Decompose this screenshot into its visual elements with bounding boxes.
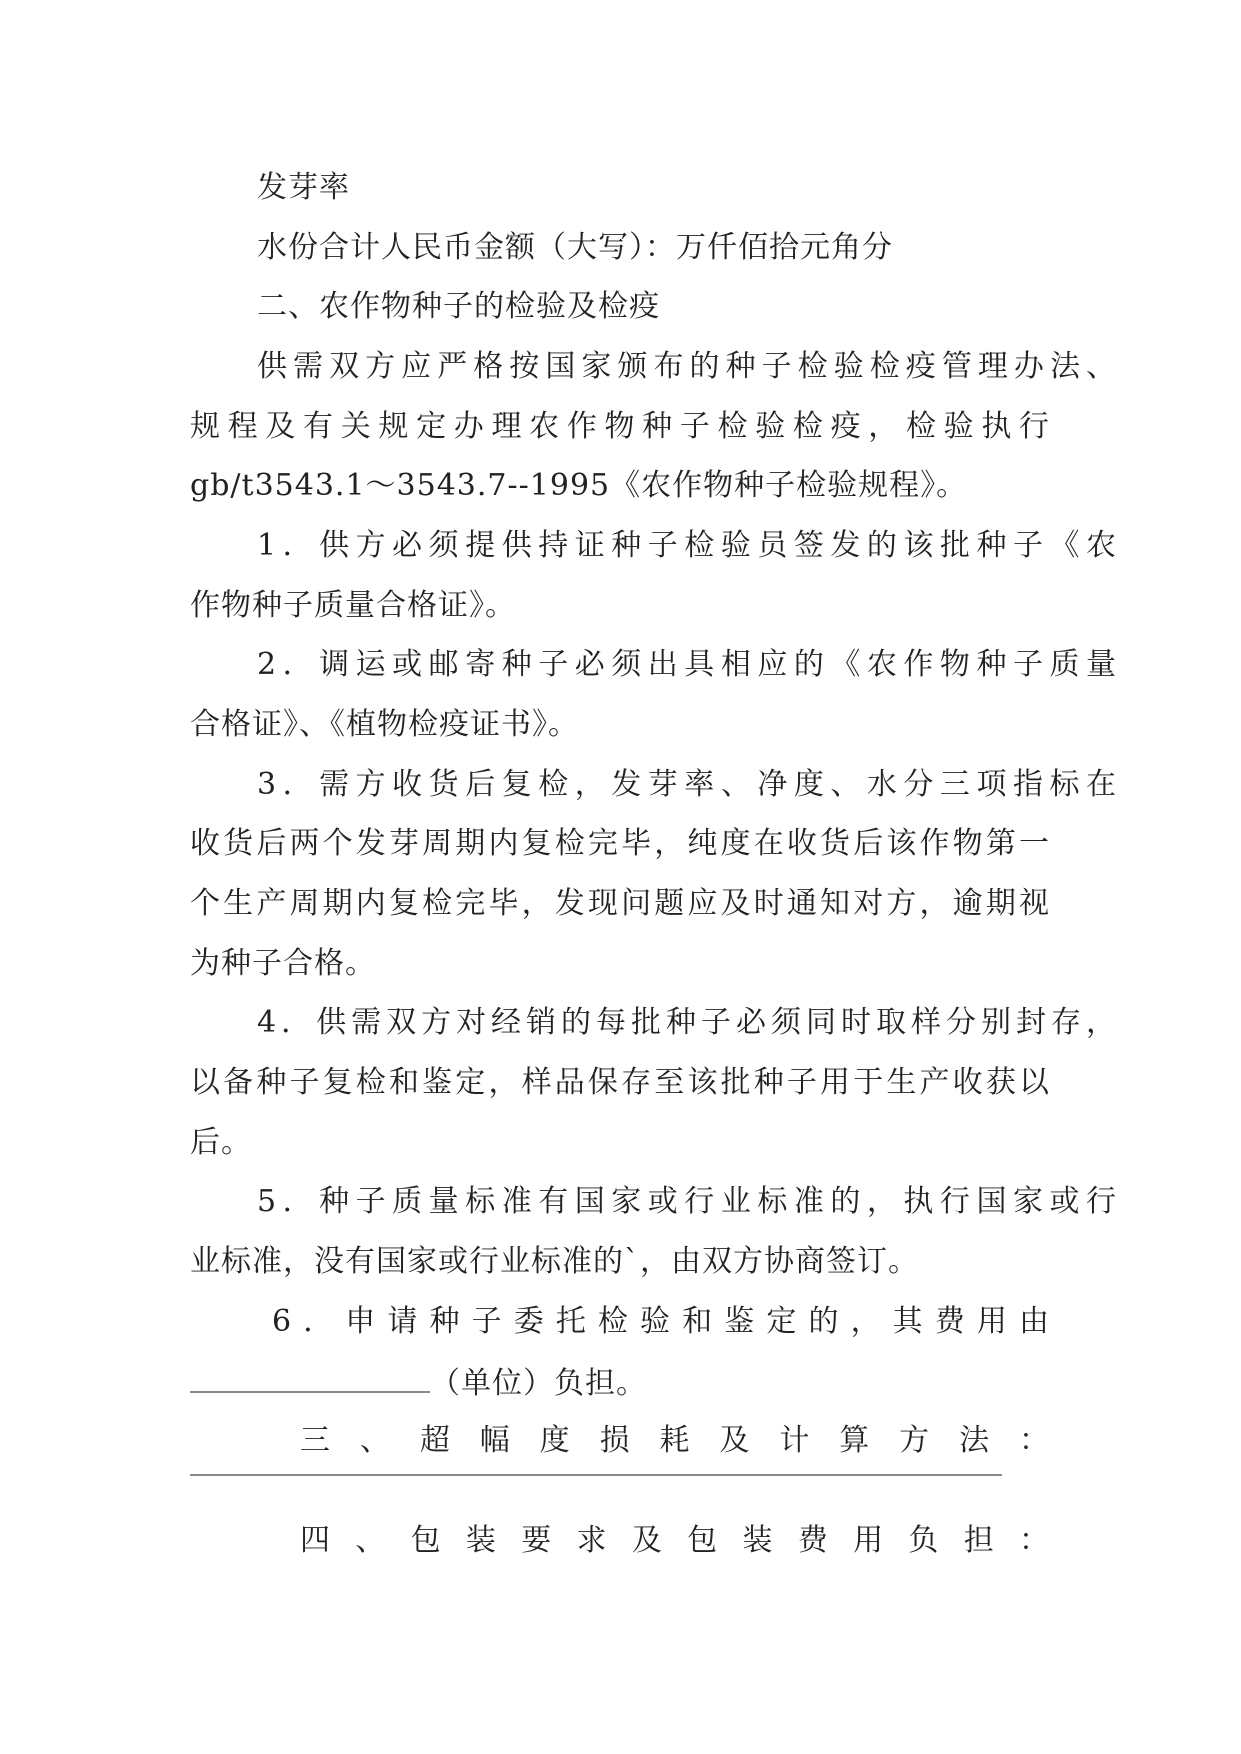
section-heading-packaging: 四、包装要求及包装费用负担： [300, 1523, 1050, 1558]
clause-4-line: 4．供需双方对经销的每批种子必须同时取样分别封存， [257, 1005, 1117, 1040]
clause-3-line: 收货后两个发芽周期内复检完毕，纯度在收货后该作物第一 [190, 826, 1050, 861]
blank-underline-loss [190, 1474, 1002, 1476]
clause-3-line: 个生产周期内复检完毕，发现问题应及时通知对方，逾期视 [190, 886, 1050, 921]
blank-underline-unit [190, 1361, 430, 1393]
clause-6-line [190, 1361, 1050, 1401]
clause-6-line: 6．申请种子委托检验和鉴定的，其费用由 [272, 1304, 1050, 1339]
clause-5-line: 5．种子质量标准有国家或行业标准的，执行国家或行 [257, 1184, 1117, 1219]
clause-1-line: 1．供方必须提供持证种子检验员签发的该批种子《农 [257, 528, 1117, 563]
paragraph-line: 规程及有关规定办理农作物种子检验检疫，检验执行 [190, 409, 1050, 444]
text-line-moisture-amount: 水份合计人民币金额（大写）：万仟佰拾元角分 [257, 230, 893, 265]
section-heading-inspection: 二、农作物种子的检验及检疫 [257, 289, 660, 324]
clause-2-line: 2．调运或邮寄种子必须出具相应的《农作物种子质量 [257, 647, 1117, 682]
clause-4-line: 以备种子复检和鉴定，样品保存至该批种子用于生产收获以 [190, 1065, 1050, 1100]
section-heading-loss: 三、超幅度损耗及计算方法： [300, 1423, 1050, 1458]
clause-3-line: 为种子合格。 [190, 946, 376, 981]
clause-2-line: 合格证》、《植物检疫证书》。 [190, 707, 579, 742]
clause-3-line: 3．需方收货后复检，发芽率、净度、水分三项指标在 [257, 767, 1117, 802]
clause-4-line: 后。 [190, 1125, 252, 1160]
unit-responsibility-text: （单位）负担。 [430, 1366, 647, 1401]
paragraph-line: gb/t3543.1～3543.7--1995《农作物种子检验规程》。 [190, 468, 968, 503]
text-line-germination-rate: 发芽率 [257, 170, 350, 205]
paragraph-line: 供需双方应严格按国家颁布的种子检验检疫管理办法、 [257, 349, 1117, 384]
clause-1-line: 作物种子质量合格证》。 [190, 588, 516, 623]
clause-5-line: 业标准，没有国家或行业标准的`，由双方协商签订。 [190, 1244, 919, 1279]
